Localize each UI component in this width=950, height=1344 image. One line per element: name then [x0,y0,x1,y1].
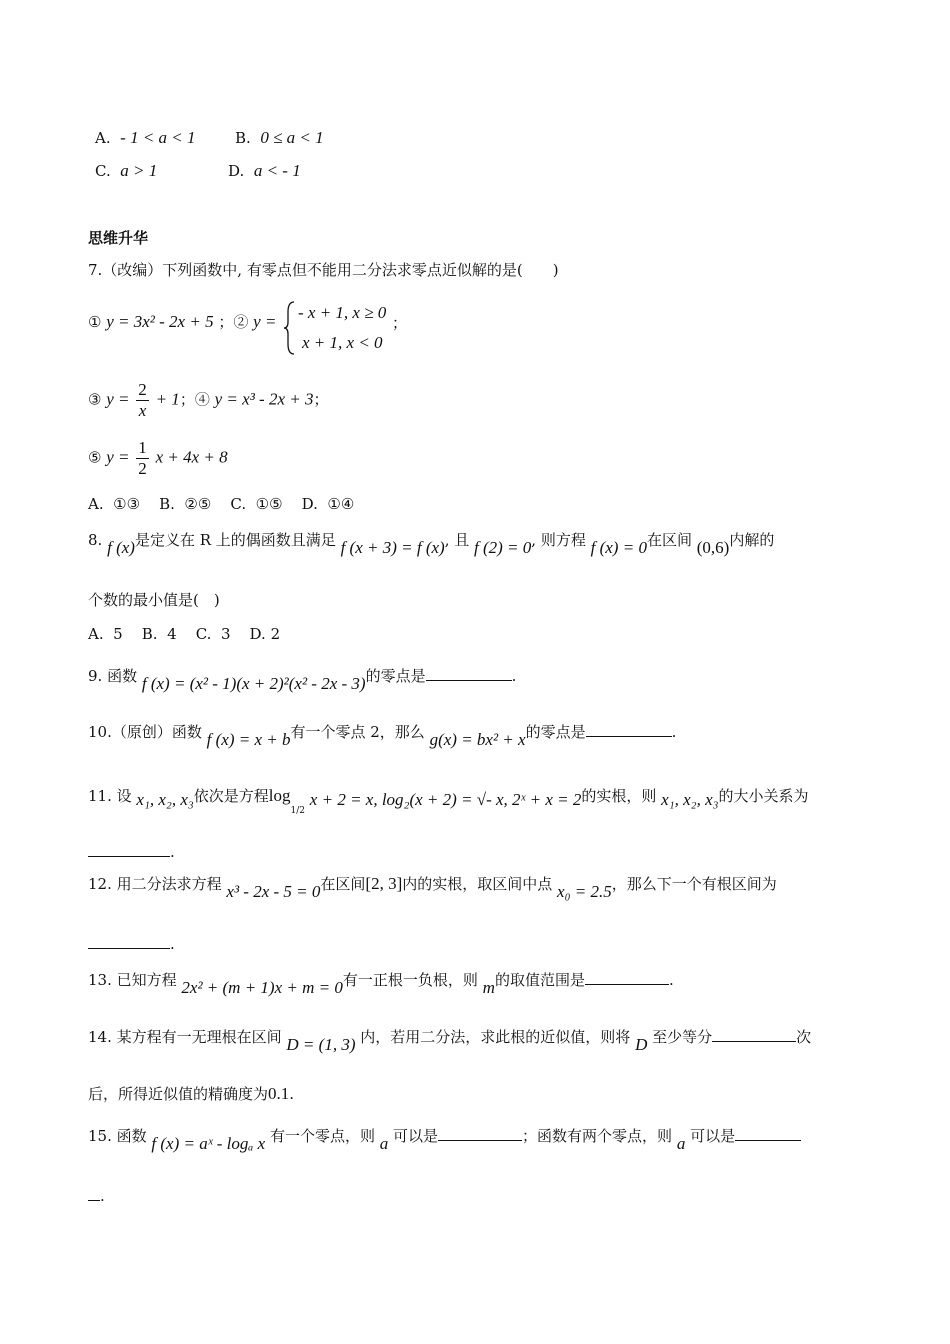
q7-f2-end: ； [392,314,408,332]
q7-f2-case1: - x + 1, x ≥ 0 [298,303,387,322]
q11-line1: 11. 设 x₁, x₂, x₃依次是方程$\log_{1/2} x + 2 = x$, log₂(x + 2) = √- x, 2ˣ + x = 2的实根，则 x₁, x₂, x₃的大小关系为 [88,786,809,816]
q12-line1: 12. 用二分法求方程 x³ - 2x - 5 = 0在区间[2, 3]内的实根，取区间中点 x₀ = 2.5，那么下一个有根区间为 [88,874,777,901]
q15-line2: . [88,1184,105,1206]
fraction: $\frac{1}{2}$ [138,438,147,478]
q7-options: A. ①③ B. ②⑤ C. ①⑤ D. ①④ [88,495,355,513]
answer-blank [585,968,669,985]
q9: 9. 函数 f (x) = (x² - 1)(x + 2)²(x² - 2x - 3)的零点是 . [88,664,516,686]
section-title: 思维升华 [88,229,149,247]
q11-line2: . [88,840,175,862]
q7-functions-row1: ① y = 3x² - 2x + 5 ；② y = [88,312,277,331]
q13: 13. 已知方程 2x² + (m + 1)x + m = 0有一正根一负根，则 m的取值范围是 . [88,968,674,990]
brace-icon [284,300,296,356]
q6-option-d: D. a < - 1 [228,161,301,180]
q6-option-b: B. 0 ≤ a < 1 [235,128,324,147]
q7-f2-case2: x + 1, x < 0 [302,333,383,352]
q7-f1: y = 3x² - 2x + 5 [106,312,214,331]
q6-option-a: A. - 1 < a < 1 [95,128,196,147]
q7-stem: 7.（改编）下列函数中, 有零点但不能用二分法求零点近似解的是( ) [88,261,559,279]
q12-line2: . [88,932,175,954]
q14-line1: 14. 某方程有一无理根在区间 D = (1, 3) 内，若用二分法，求此根的近似值，则将 D 至少等分 次 [88,1025,811,1047]
answer-blank [88,840,170,857]
answer-blank [88,932,170,949]
piecewise-brace [284,300,296,360]
answer-blank [426,664,512,681]
answer-blank [586,720,672,737]
q14-line2: 后，所得近似值的精确度为0.1. [88,1084,295,1103]
q8-options: A. 5 B. 4 C. 3 D. 2 [88,625,281,643]
q7-functions-row3: ⑤ y = $\frac{1}{2}$ x + 4x + 8 [88,438,228,478]
q8-line2: 个数的最小值是( ) [88,591,220,609]
q15-line1: 15. 函数 f (x) = aˣ - logₐ x 有一个零点，则 a 可以是 ；函数有两个零点，则 a 可以是 [88,1124,801,1146]
q7-functions-row2: ③ y = $\frac{2}{x}$ + 1；④ y = x³ - 2x + 3； [88,380,329,420]
answer-blank [735,1124,801,1141]
fraction: $\frac{2}{x}$ [138,380,147,420]
answer-blank [438,1124,522,1141]
answer-blank [88,1184,100,1201]
q8-line1: 8. f (x)是定义在 R 上的偶函数且满足 f (x + 3) = f (x), 且 f (2) = 0, 则方程 f (x) = 0在区间 (0,6)内解的 [88,531,775,557]
q10: 10.（原创）函数 f (x) = x + b有一个零点 2，那么 g(x) = bx² + x的零点是 . [88,720,676,742]
q6-option-c: C. a > 1 [95,161,158,180]
answer-blank [712,1025,796,1042]
